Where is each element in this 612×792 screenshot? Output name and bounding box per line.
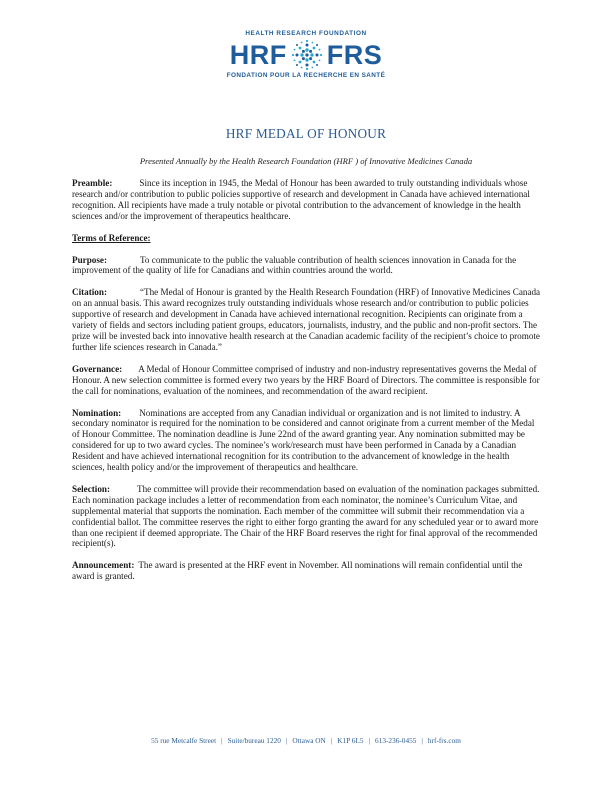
footer-suite: Suite/bureau 1220 [227,736,281,745]
footer-website-link[interactable]: hrf-frs.com [427,736,461,745]
footer-separator: | [330,736,333,745]
terms-section [72,233,542,244]
announcement-label: Announcement: [72,560,135,571]
starburst-dots [292,40,322,70]
logo-top-text: HEALTH RESEARCH FOUNDATION [245,30,367,37]
footer-city: Ottawa ON [292,736,326,745]
selection-section [72,484,542,549]
announcement-text: The award is presented at the HRF event in November. All nominations will remain confidential until the award is granted. [72,560,523,582]
starburst-icon [290,39,324,71]
citation-label: Citation: [72,287,107,298]
governance-section [72,364,542,397]
purpose-text: To communicate to the public the valuable contribution of health sciences innovation in Canada for the improvement of the quality of life for Canadians and within countries around the world. [72,254,517,276]
governance-text: A Medal of Honour Committee comprised of industry and non-industry representatives governs the Medal of Honour. A new selection committee is formed every two years by the HRF Board of Directors. The committee is responsible for the call for nominations, evaluation of the nominees, and recommendation of the award recipient. [72,363,540,396]
preamble-section [72,178,542,222]
footer-separator: | [421,736,423,745]
purpose-label: Purpose: [72,254,107,265]
selection-text: The committee will provide their recommendation based on evaluation of the nomination packages submitted. Each nomination package includes a letter of recommendation from each nominator, the nominee’s Curriculum Vitae, and supplemental material that supports the nomination. Each member of the committee will submit their recommendation via a confidential ballot. The committee reserves the right to either forgo granting the award for any scheduled year or to award more than one recipient if deemed appropriate. The Chair of the HRF Board reserves the right for final approval of the recommended recipient(s). [72,483,540,549]
footer-postal: K1P 6L5 [337,736,364,745]
footer-separator: | [368,736,371,745]
governance-label: Governance: [72,363,123,374]
nomination-label: Nomination: [72,407,122,418]
document-subtitle: Presented Annually by the Health Research Foundation (HRF ) of Innovative Medicines Canada [139,156,473,166]
page-footer [0,736,612,745]
logo-right-word: FRS [326,40,383,70]
footer-separator: | [221,736,223,745]
nomination-text: Nominations are accepted from any Canadian individual or organization and is not limited to industry. A secondary nominator is required for the nomination to be considered and cannot originate from a current member of the Medal of Honour Committee. The nomination deadline is June 22nd of the award granting year. Any nomination submitted may be considered for up to two award cycles. The nominee’s work/research must have been performed in Canada by a Canadian Resident and have achieved international recognition for its contribution to the advancement of knowledge in the health sciences, health policy and/or the improvement of therapeutics and healthcare. [72,407,535,473]
foundation-logo [0,30,612,79]
announcement-section [72,560,542,582]
nomination-section [72,408,542,473]
selection-label: Selection: [72,483,111,494]
preamble-text: Since its inception in 1945, the Medal of Honour has been awarded to truly outstanding individuals whose research and/or contribution to public policies supportive of research and development in Canada have achieved international recognition. All recipients have made a truly notable or pivotal contribution to the advancement of knowledge in the health sciences and/or the improvement of therapeutics healthcare. [72,178,530,221]
logo-bottom-text: FONDATION POUR LA RECHERCHE EN SANTÉ [226,72,386,79]
document-body [72,178,542,593]
terms-heading: Terms of Reference: [72,232,151,243]
document-title: HRF MEDAL OF HONOUR [225,126,387,141]
footer-separator: | [285,736,288,745]
citation-text: “The Medal of Honour is granted by the Health Research Foundation (HRF) of Innovative Medicines Canada on an annual basis. This award recognizes truly outstanding individuals whose research and/or contribution to public policies supportive of research and development in Canada have achieved international recognition. Recipients can originate from a variety of fields and sectors including patient groups, educators, journalists, industry, and the public and non-profit sectors. The prize will be invested back into innovative health research at the Canadian academic facility of the recipient’s choice to promote further life sciences research in Canada.” [72,287,541,352]
logo-wordmark [0,39,612,71]
purpose-section [72,255,542,277]
footer-address: 55 rue Metcalfe Street [151,736,217,745]
footer-phone: 613-236-0455 [375,736,417,745]
preamble-label: Preamble: [72,178,113,188]
logo-left-word: HRF [229,40,287,70]
citation-section [72,287,542,352]
